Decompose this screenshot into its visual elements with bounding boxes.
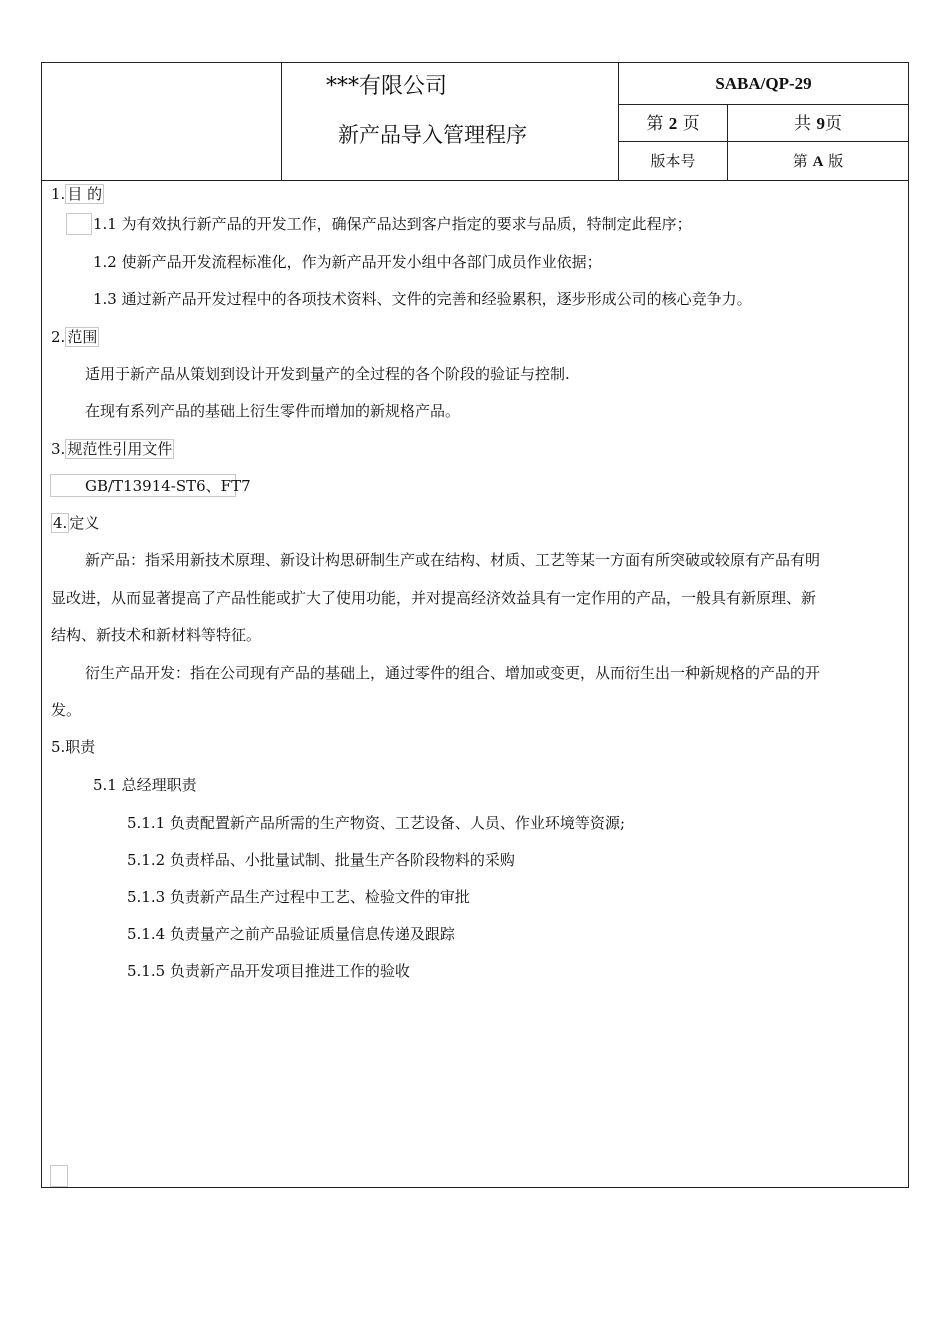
scope-paragraph-1: 适用于新产品从策划到设计开发到量产的全过程的各个阶段的验证与控制.	[85, 365, 570, 383]
purpose-item-1-3: 1.3 通过新产品开发过程中的各项技术资料、文件的完善和经验累积，逐步形成公司的核心竞争力。	[93, 290, 752, 308]
section-2-number: 2.	[51, 328, 66, 346]
section-1-number: 1.	[51, 185, 66, 203]
definition-new-product-line-1: 新产品：指采用新技术原理、新设计构思研制生产或在结构、材质、工艺等某一方面有所突破或较原有产品有明	[85, 551, 821, 569]
purpose-item-1-2: 1.2 使新产品开发流程标准化，作为新产品开发小组中各部门成员作业依据；	[93, 253, 602, 271]
total-pages-cell	[728, 105, 908, 142]
scope-paragraph-2: 在现有系列产品的基础上衍生零件而增加的新规格产品。	[85, 402, 461, 420]
duty-item-5-1-2: 5.1.2 负责样品、小批量试制、批量生产各阶段物料的采购	[127, 851, 515, 869]
duty-item-5-1-4: 5.1.4 负责量产之前产品验证质量信息传递及跟踪	[127, 925, 455, 943]
reference-document: GB/T13914-ST6、FT7	[85, 477, 251, 495]
duty-item-5-1-1: 5.1.1 负责配置新产品所需的生产物资、工艺设备、人员、作业环境等资源;	[127, 814, 625, 832]
total-prefix: 共	[794, 114, 812, 134]
empty-field-box-bottom	[50, 1165, 68, 1187]
subsection-5-1: 5.1 总经理职责	[93, 776, 197, 794]
page-number-cell	[619, 105, 728, 142]
version-label: 版本号	[619, 142, 728, 180]
version-prefix: 第	[792, 152, 808, 170]
purpose-item-1-1: 1.1 为有效执行新产品的开发工作，确保产品达到客户指定的要求与品质，特制定此程序；	[93, 215, 692, 233]
section-4-title: 定义	[69, 514, 100, 532]
page-suffix: 页	[682, 114, 700, 134]
section-2-title: 范围	[67, 328, 98, 346]
page-number: 2	[668, 114, 678, 133]
document-frame	[41, 62, 909, 1188]
section-5-heading: 5.职责	[51, 738, 96, 756]
total-suffix: 页	[824, 114, 842, 134]
definition-derivative-line-1: 衍生产品开发：指在公司现有产品的基础上，通过零件的组合、增加或变更，从而衍生出一种新规格的产品的开	[85, 664, 821, 682]
document-title: 新产品导入管理程序	[338, 123, 527, 147]
version-cell	[728, 142, 908, 180]
definition-derivative-line-2: 发。	[51, 701, 82, 719]
section-3-number: 3.	[51, 440, 66, 458]
page-prefix: 第	[646, 114, 664, 134]
section-3-heading	[51, 439, 174, 459]
version-suffix: 版	[828, 152, 844, 170]
section-1-heading	[51, 184, 104, 204]
document-header	[42, 63, 908, 181]
document-code: SABA/QP-29	[619, 63, 908, 105]
section-4-number: 4.	[53, 514, 68, 532]
section-2-heading	[51, 327, 99, 347]
duty-item-5-1-3: 5.1.3 负责新产品生产过程中工艺、检验文件的审批	[127, 888, 470, 906]
version-value: A	[812, 154, 824, 170]
definition-new-product-line-2: 显改进，从而显著提高了产品性能或扩大了使用功能，并对提高经济效益具有一定作用的产品，一般具有新原理、新	[51, 589, 817, 607]
logo-cell	[42, 63, 282, 180]
definition-new-product-line-3: 结构、新技术和新材料等特征。	[51, 626, 262, 644]
section-1-title: 目 的	[67, 185, 103, 203]
company-name: ***有限公司	[326, 74, 448, 99]
section-3-title: 规范性引用文件	[67, 440, 173, 458]
empty-field-box	[66, 213, 92, 235]
section-4-heading	[51, 513, 99, 533]
title-cell	[282, 63, 619, 180]
total-pages: 9	[816, 114, 825, 133]
duty-item-5-1-5: 5.1.5 负责新产品开发项目推进工作的验收	[127, 962, 410, 980]
